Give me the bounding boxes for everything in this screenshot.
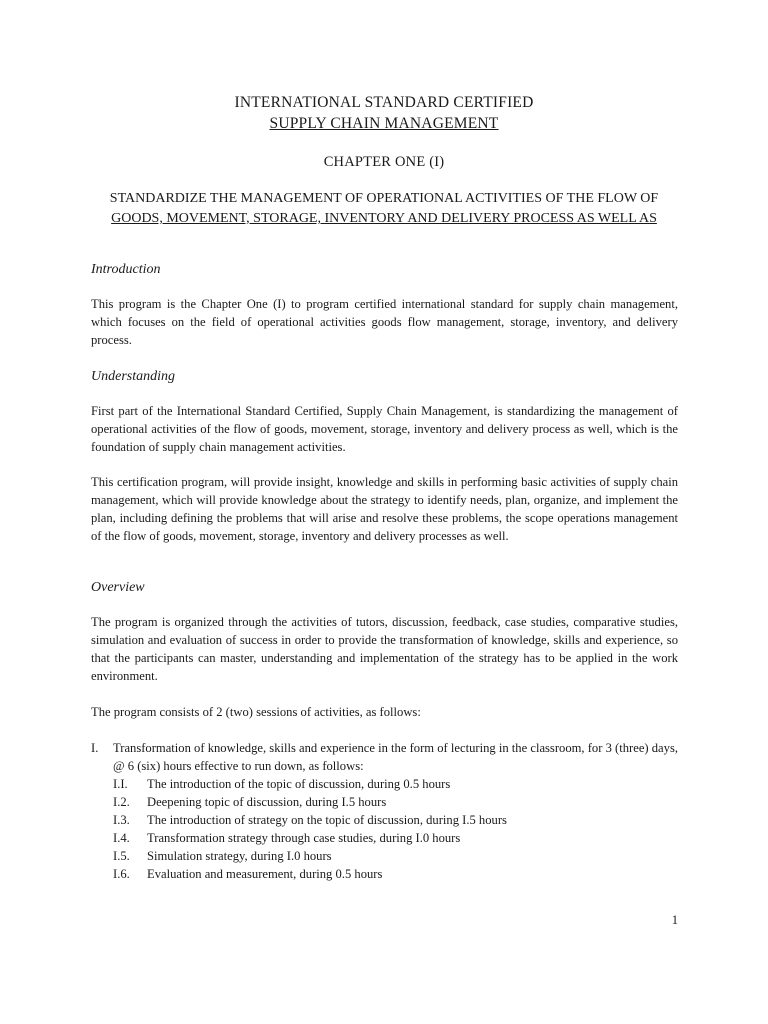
- sub-list-item: [91, 847, 691, 865]
- sub-list-item: [91, 793, 691, 811]
- sub-list-item: [91, 865, 691, 883]
- document-title-line2: SUPPLY CHAIN MANAGEMENT: [269, 115, 499, 132]
- document-title-line1: INTERNATIONAL STANDARD CERTIFIED: [234, 94, 534, 111]
- sub-item-text: Deepening topic of discussion, during I.5 hours: [147, 795, 387, 809]
- sub-item-text: Simulation strategy, during I.0 hours: [147, 849, 332, 863]
- subtitle-line2: GOODS, MOVEMENT, STORAGE, INVENTORY AND DELIVERY PROCESS AS WELL AS: [111, 211, 657, 226]
- overview-paragraph-1: The program is organized through the activities of tutors, discussion, feedback, case studies, comparative studies, simulation and evaluation of success in order to provide the transformation of knowledge, skills and experience, so that the participants can master, understanding and implementation of the strategy has to be applied in the work environment.: [91, 615, 678, 683]
- chapter-heading: CHAPTER ONE (I): [323, 154, 445, 170]
- sub-item-number: I.3.: [113, 813, 130, 827]
- sub-item-text: The introduction of the topic of discussion, during 0.5 hours: [147, 777, 451, 791]
- sub-list-item: [91, 811, 691, 829]
- sub-item-text: Transformation strategy through case studies, during I.0 hours: [147, 831, 461, 845]
- sub-item-number: I.6.: [113, 867, 130, 881]
- overview-heading: Overview: [91, 580, 145, 595]
- list-item-text: Transformation of knowledge, skills and experience in the form of lecturing in the classroom, for 3 (three) days, @ 6 (six) hours effective to run down, as follows:: [113, 741, 678, 773]
- sub-list-item: [91, 829, 691, 847]
- understanding-heading: Understanding: [91, 369, 175, 384]
- chapter-subtitle: [60, 189, 708, 229]
- sub-item-text: Evaluation and measurement, during 0.5 hours: [147, 867, 383, 881]
- introduction-paragraph: This program is the Chapter One (I) to program certified international standard for supply chain management, which focuses on the field of operational activities goods flow management, storage, inventory, and delivery process.: [91, 297, 678, 347]
- sub-item-number: I.2.: [113, 795, 130, 809]
- sub-item-number: I.I.: [113, 777, 128, 791]
- subtitle-line1: STANDARDIZE THE MANAGEMENT OF OPERATIONAL ACTIVITIES OF THE FLOW OF: [109, 191, 659, 206]
- sub-item-number: I.5.: [113, 849, 130, 863]
- sub-item-number: I.4.: [113, 831, 130, 845]
- list-item: [91, 739, 691, 775]
- page-number: 1: [671, 913, 678, 927]
- introduction-heading: Introduction: [91, 262, 161, 277]
- understanding-paragraph-2: This certification program, will provide insight, knowledge and skills in performing basic activities of supply chain management, which will provide knowledge about the strategy to identify needs, plan, organize, and implement the plan, including defining the problems that will arise and resolve these problems, the scope operations management of the flow of goods, movement, storage, inventory and delivery processes as well.: [91, 475, 678, 543]
- session-list: [91, 739, 691, 883]
- sub-item-text: The introduction of strategy on the topic of discussion, during I.5 hours: [147, 813, 507, 827]
- sub-list-item: [91, 775, 691, 793]
- list-item-number: I.: [91, 741, 99, 755]
- understanding-paragraph-1: First part of the International Standard Certified, Supply Chain Management, is standardizing the management of operational activities of the flow of goods, movement, storage, inventory and delivery process as well, which is the foundation of supply chain management activities.: [91, 404, 678, 454]
- overview-paragraph-2: The program consists of 2 (two) sessions of activities, as follows:: [91, 705, 421, 719]
